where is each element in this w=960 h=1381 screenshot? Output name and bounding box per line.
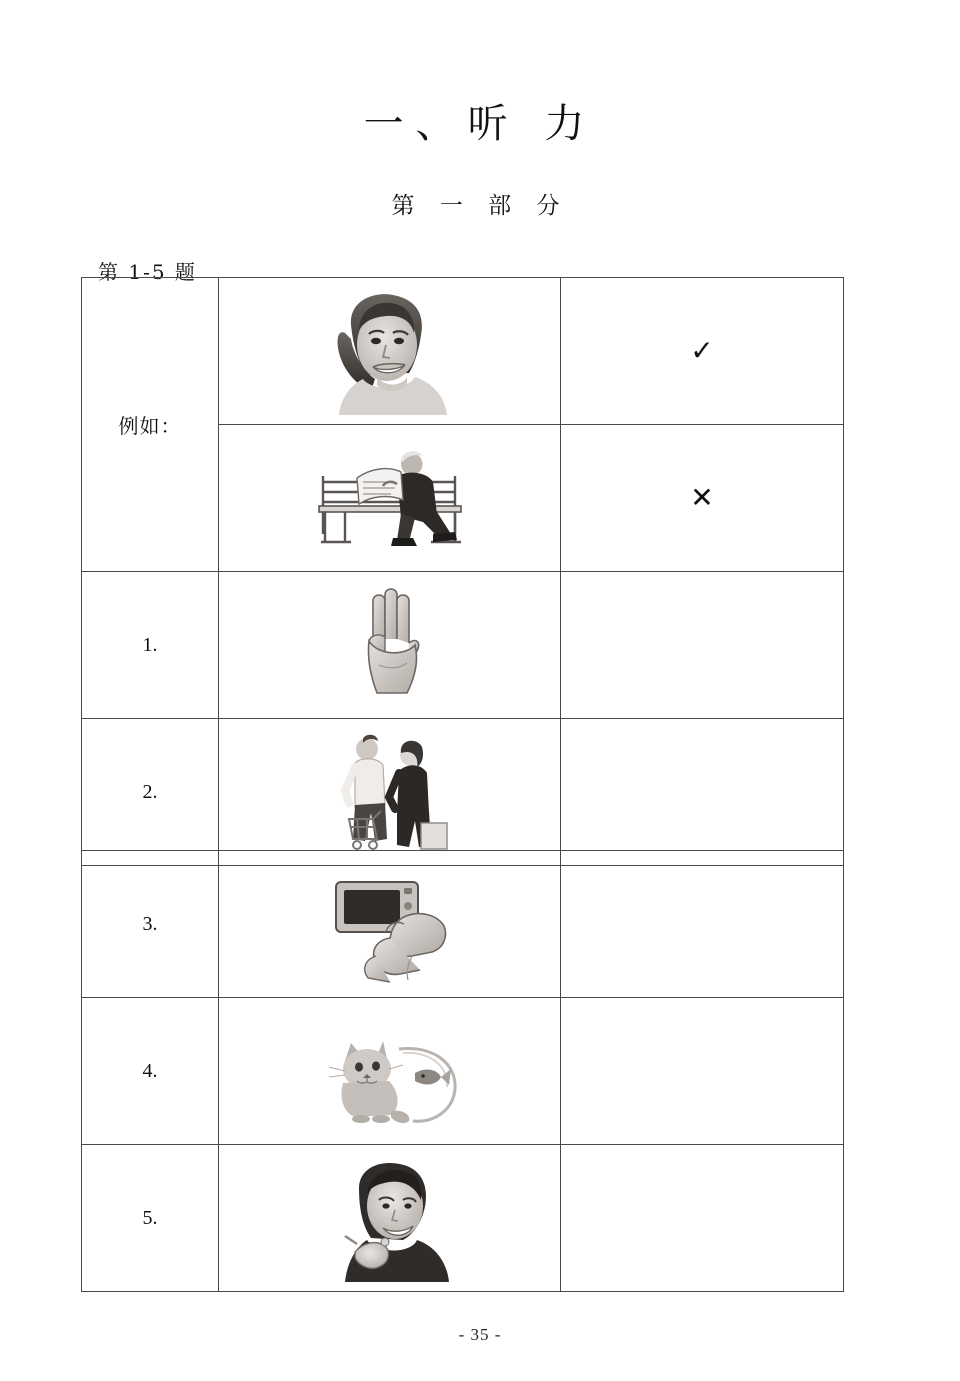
man-reading-newspaper-on-bench-photo xyxy=(219,425,560,571)
question-image-cell xyxy=(219,1145,561,1292)
answer-cell[interactable] xyxy=(561,998,844,1145)
question-number: 5. xyxy=(82,1145,219,1292)
question-number: 1. xyxy=(82,572,219,719)
question-image-cell xyxy=(219,425,561,572)
page-title: 一、听 力 xyxy=(363,101,597,147)
question-image-cell xyxy=(219,719,561,866)
table-row xyxy=(82,572,844,719)
woman-eating-photo xyxy=(219,1145,560,1291)
question-number: 3. xyxy=(82,851,219,998)
question-image-cell xyxy=(219,278,561,425)
section-subtitle: 第 一 部 分 xyxy=(391,193,569,219)
answer-cell[interactable] xyxy=(561,1145,844,1292)
question-range-label: 第 1-5 题 xyxy=(98,260,197,284)
table-row xyxy=(82,1145,844,1292)
hand-showing-three-fingers-photo xyxy=(219,572,560,718)
table-row xyxy=(82,998,844,1145)
answer-cell[interactable] xyxy=(561,719,844,866)
man-and-woman-with-shopping-cart-photo xyxy=(219,719,560,865)
table-row xyxy=(82,851,844,998)
check-mark: ✓ xyxy=(690,334,714,367)
questions-table xyxy=(81,277,844,866)
answer-cell xyxy=(561,278,844,425)
question-number: 2. xyxy=(82,719,219,866)
question-number: 4. xyxy=(82,998,219,1145)
page-number: - 35 - xyxy=(458,1325,502,1344)
woman-smiling-photo xyxy=(219,278,560,424)
table-row xyxy=(82,719,844,866)
cross-mark: ✕ xyxy=(690,481,714,514)
answer-cell[interactable] xyxy=(561,851,844,998)
question-image-cell xyxy=(219,572,561,719)
hand-holding-camera-photo xyxy=(219,851,560,997)
table-row xyxy=(82,278,844,425)
example-label: 例如： xyxy=(82,278,219,572)
question-image-cell xyxy=(219,998,561,1145)
questions-table-continued xyxy=(81,850,844,1292)
kitten-looking-at-fish-bowl-photo xyxy=(219,998,560,1144)
question-image-cell xyxy=(219,851,561,998)
answer-cell xyxy=(561,425,844,572)
answer-cell[interactable] xyxy=(561,572,844,719)
